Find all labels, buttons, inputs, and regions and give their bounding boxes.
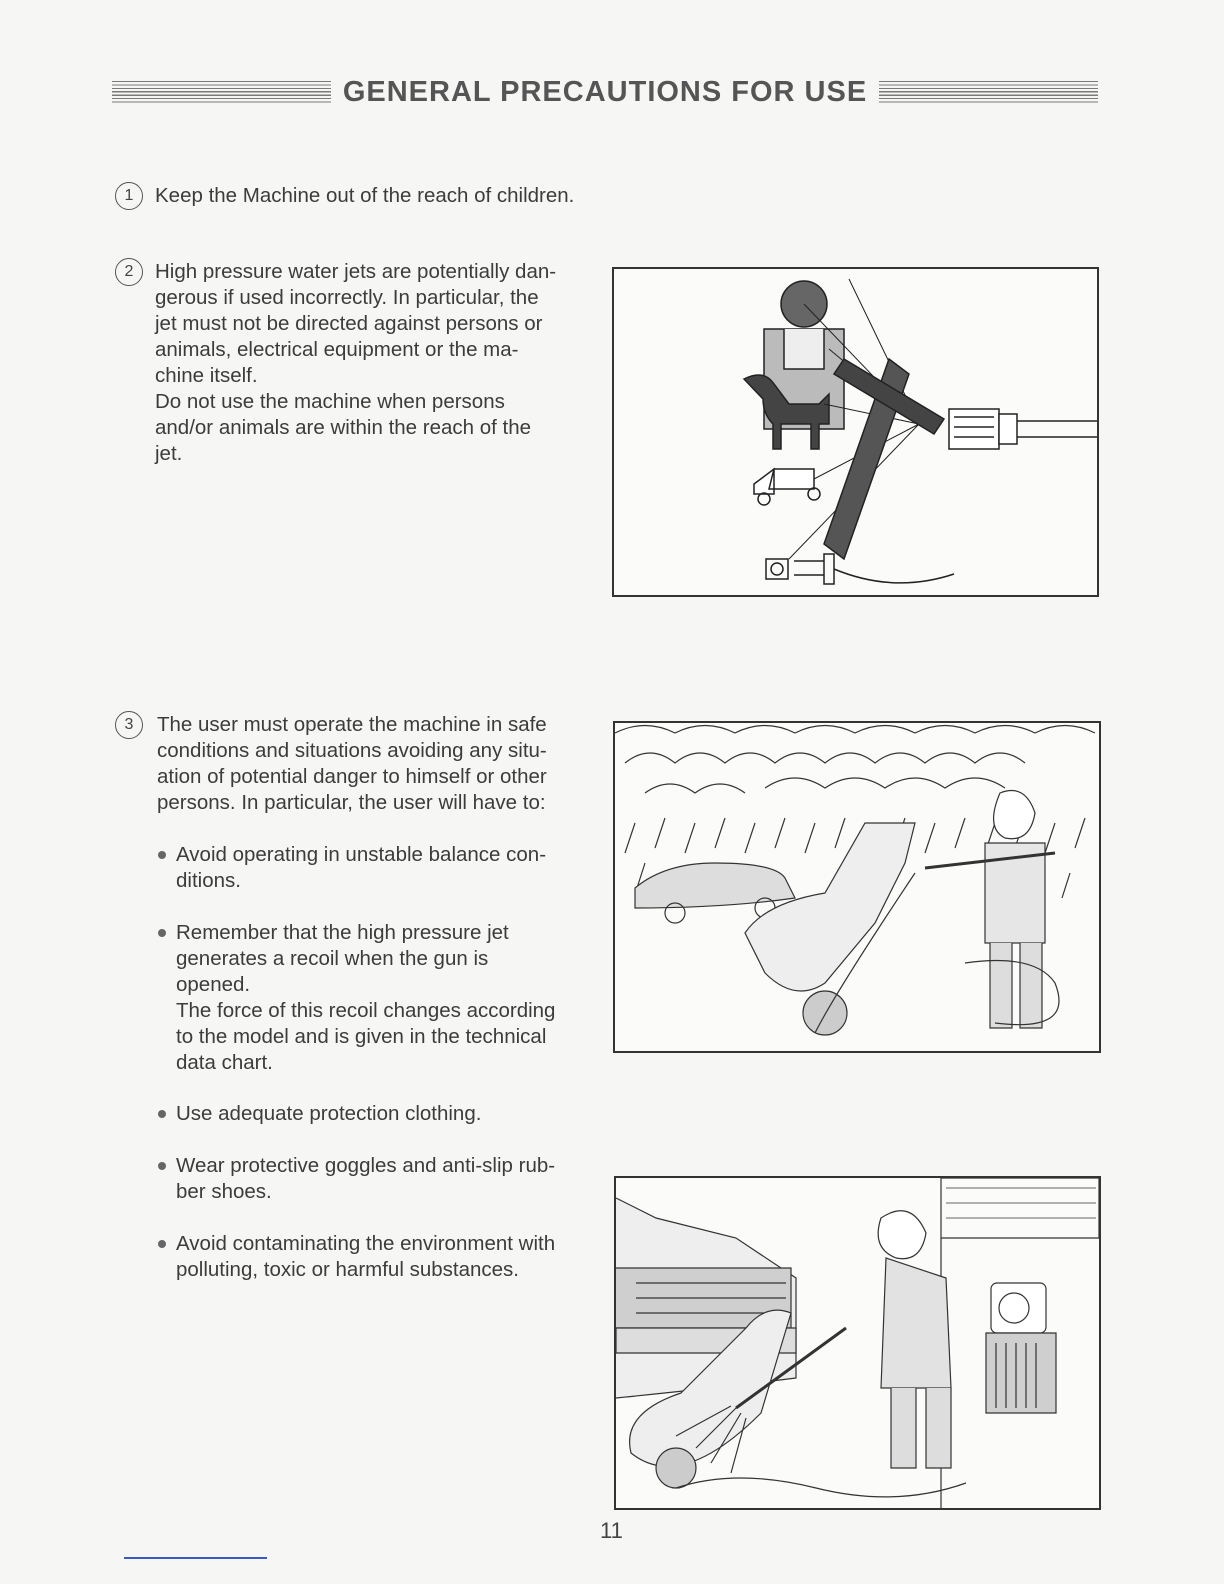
text-line: to the model and is given in the technical — [176, 1025, 547, 1048]
bullet-dot — [158, 929, 166, 937]
text-line: gerous if used incorrectly. In particular, the — [155, 286, 539, 309]
text-line: data chart. — [176, 1051, 273, 1074]
item-number-1: 1 — [115, 182, 143, 210]
text-line: Remember that the high pressure jet — [176, 921, 509, 944]
item-text-1: Keep the Machine out of the reach of children. — [155, 184, 575, 207]
page-title: GENERAL PRECAUTIONS FOR USE — [342, 75, 868, 108]
bullet-dot — [158, 1240, 166, 1248]
text-line: Avoid operating in unstable balance con- — [176, 843, 547, 866]
text-line: jet. — [155, 442, 183, 465]
text-line: generates a recoil when the gun is — [176, 947, 489, 970]
figure-car-washing — [614, 1176, 1101, 1510]
item-number-3: 3 — [115, 711, 143, 739]
bullet-dot — [158, 851, 166, 859]
figure-jet-hazards — [612, 267, 1099, 597]
decorative-underline — [124, 1557, 267, 1559]
text-line: Use adequate protection clothing. — [176, 1102, 482, 1125]
item-text-3 — [157, 712, 592, 816]
item-text-2 — [155, 259, 590, 467]
bullet-dot — [158, 1162, 166, 1170]
text-line: Avoid contaminating the environment with — [176, 1232, 556, 1255]
bullet-item — [176, 1101, 590, 1127]
bullet-item — [176, 842, 590, 894]
text-line: The force of this recoil changes according — [176, 999, 556, 1022]
text-line: ditions. — [176, 869, 241, 892]
bullet-item — [176, 1153, 590, 1205]
bullet-item — [176, 1231, 592, 1283]
bullet-item — [176, 920, 592, 1076]
text-line: jet must not be directed against persons or — [155, 312, 543, 335]
page-number: 11 — [600, 1518, 623, 1543]
text-line: chine itself. — [155, 364, 258, 387]
text-line: The user must operate the machine in safe — [157, 713, 547, 736]
text-line: High pressure water jets are potentially dan- — [155, 260, 557, 283]
figure-rain-operation — [613, 721, 1101, 1053]
text-line: opened. — [176, 973, 251, 996]
text-line: and/or animals are within the reach of the — [155, 416, 532, 439]
text-line: ber shoes. — [176, 1180, 272, 1203]
text-line: Do not use the machine when persons — [155, 390, 505, 413]
text-line: animals, electrical equipment or the ma- — [155, 338, 519, 361]
text-line: conditions and situations avoiding any situ- — [157, 739, 547, 762]
text-line: ation of potential danger to himself or other — [157, 765, 547, 788]
item-number-2: 2 — [115, 258, 143, 286]
text-line: Wear protective goggles and anti-slip rub- — [176, 1154, 556, 1177]
header-rule-left — [112, 81, 331, 103]
header-rule-right — [879, 81, 1098, 103]
text-line: persons. In particular, the user will have to: — [157, 791, 546, 814]
page-header — [112, 72, 1098, 112]
bullet-dot — [158, 1110, 166, 1118]
text-line: polluting, toxic or harmful substances. — [176, 1258, 519, 1281]
